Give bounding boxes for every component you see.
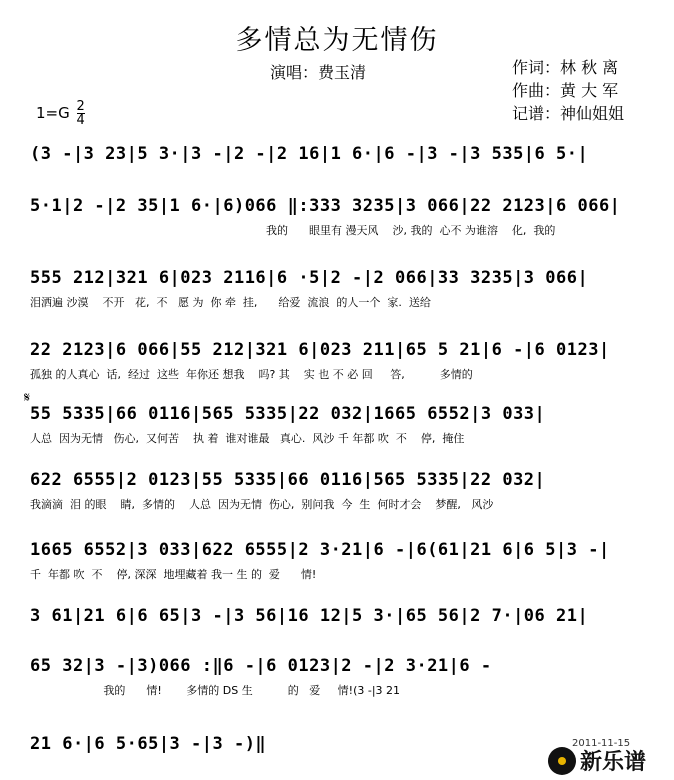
- lyric-text: 人总 因为无情 伤心, 又何苦 执 着 谁对谁最 真心. 风沙 千 年都 吹 不 停, 掩住: [30, 432, 465, 445]
- note-text: 1665 6552|3 033|622 6555|2 3·21|6 -|6(61|21 6|6 5|3 -|: [30, 540, 610, 560]
- note-line: [30, 466, 640, 492]
- note-text: (3 -|3 23|5 3·|3 -|2 -|2 16|1 6·|6 -|3 -|3 535|6 5·|: [30, 144, 589, 164]
- note-text: 22 2123|6 066|55 212|321 6|023 211|65 5 21|6 -|6 0123|: [30, 340, 610, 360]
- note-line: [30, 536, 640, 562]
- score-system-9: [30, 652, 640, 698]
- note-text: 3 61|21 6|6 65|3 -|3 56|16 12|5 3·|65 56|2 7·|06 21|: [30, 606, 589, 626]
- site-name: 新乐谱: [580, 750, 647, 775]
- note-text: 65 32|3 -|3)066 :‖6 -|6 0123|2 -|2 3·21|6 -: [30, 656, 492, 676]
- lyric-line: [30, 366, 640, 382]
- lyric-line: [30, 294, 640, 310]
- score-system-7: [30, 536, 640, 582]
- note-text: 55 5335|66 0116|565 5335|22 032|1665 6552|3 033|: [30, 404, 546, 424]
- key-label: 1=G: [36, 104, 70, 122]
- note-line: [30, 192, 640, 218]
- lyric-line: [30, 170, 640, 186]
- note-text: 555 212|321 6|023 2116|6 ·5|2 -|2 066|33 3235|3 066|: [30, 268, 589, 288]
- transcriber-credit: 记谱：神仙姐姐: [512, 104, 625, 123]
- lyric-text: 我的 眼里有 漫天风 沙, 我的 心不 为谁溶 化, 我的: [266, 224, 556, 237]
- note-text: 622 6555|2 0123|55 5335|66 0116|565 5335|22 032|: [30, 470, 546, 490]
- lyric-text: 千 年都 吹 不 停, 深深 地埋藏着 我一 生 的 爱 情!: [30, 568, 317, 581]
- time-signature-top: 2: [76, 99, 85, 114]
- composer-credit: 作曲：黄 大 军: [512, 81, 619, 100]
- note-line: [30, 140, 640, 166]
- note-line: [30, 336, 640, 362]
- lyric-line: [30, 496, 640, 512]
- transcription-date: 2011-11-15: [572, 738, 631, 749]
- key-signature: [36, 100, 85, 127]
- note-line: [30, 400, 640, 426]
- lyric-line: [30, 222, 640, 238]
- note-line: [30, 264, 640, 290]
- segno-sign: 𝄋: [24, 390, 31, 406]
- lyric-text: 我的 情! 多情的 DS 生 的 爱 情!(3 -|3 21: [30, 684, 401, 697]
- lyricist-credit: 作词：林 秋 离: [512, 58, 619, 77]
- score-system-1: [30, 140, 640, 186]
- lyric-line: [30, 682, 640, 698]
- lyric-text: 泪洒遍 沙漠 不开 花, 不 愿 为 你 牵 挂, 给爱 流浪 的人一个 家. 送给: [30, 296, 431, 309]
- record-disc-icon: [548, 747, 576, 775]
- singer-credit: 演唱：费玉清: [270, 63, 367, 82]
- lyric-text: 孤独 的人真心 话, 经过 这些 年你还 想我 吗? 其 实 也 不 必 回 答, 多情的: [30, 368, 473, 381]
- score-system-2: [30, 192, 640, 238]
- score-system-6: [30, 466, 640, 512]
- note-line: [30, 652, 640, 678]
- lyric-line: [30, 566, 640, 582]
- lyric-text: 我滴滴 泪 的眼 睛, 多情的 人总 因为无情 伤心, 别问我 今 生 何时才会 梦醒, 风沙: [30, 498, 494, 511]
- score-system-4: [30, 336, 640, 382]
- note-text: 21 6·|6 5·65|3 -|3 -)‖: [30, 734, 267, 754]
- score-system-5: [30, 400, 640, 446]
- credits-block: [512, 56, 624, 125]
- time-signature: [77, 100, 85, 127]
- score-system-3: [30, 264, 640, 310]
- time-signature-bottom: 4: [76, 113, 85, 128]
- site-logo: [548, 745, 646, 776]
- lyric-line: [30, 430, 640, 446]
- note-text: 5·1|2 -|2 35|1 6·|6)066 ‖:333 3235|3 066|22 2123|6 066|: [30, 196, 621, 216]
- score-system-8: [30, 602, 640, 628]
- note-line: [30, 602, 640, 628]
- song-title: 多情总为无情伤: [235, 25, 439, 56]
